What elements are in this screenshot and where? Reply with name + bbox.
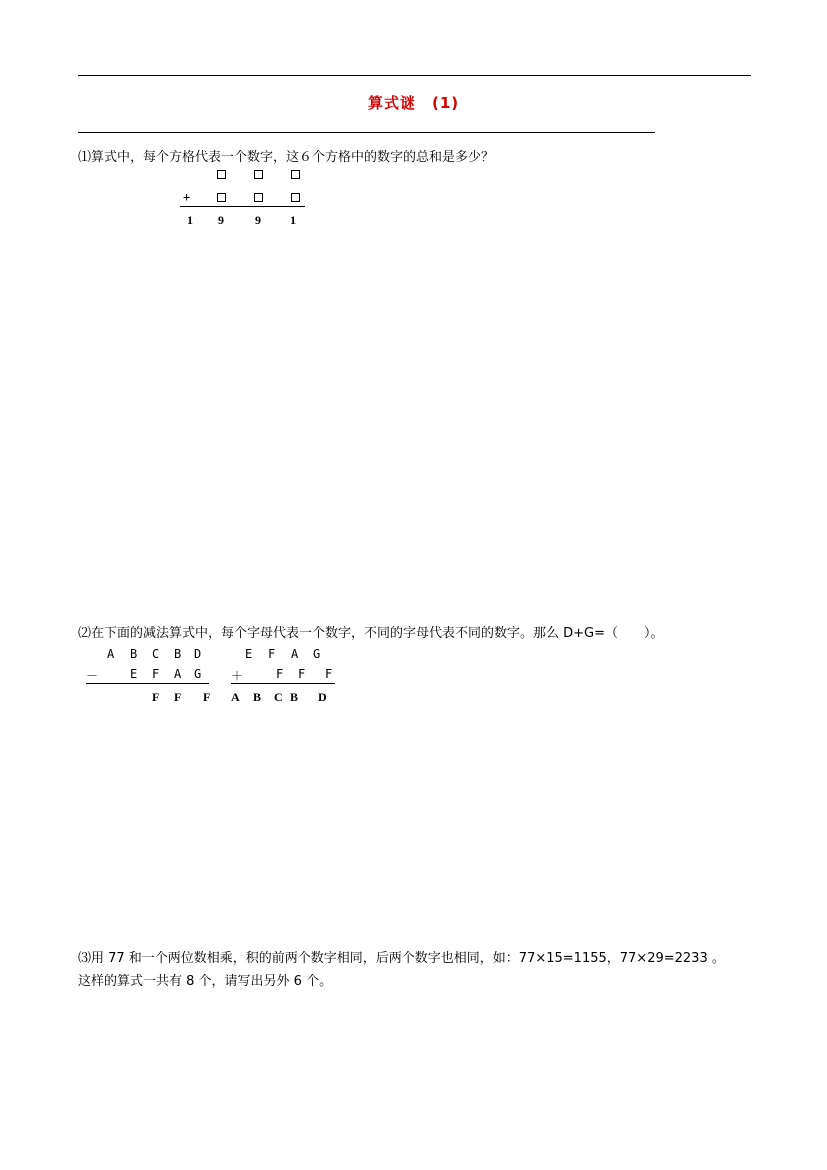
letter: E <box>245 647 253 661</box>
letter: A <box>107 647 115 661</box>
result-letter: F <box>152 690 160 704</box>
digit-box <box>291 193 300 202</box>
result-letter: D <box>318 690 327 704</box>
result-letter: F <box>174 690 182 704</box>
result-digit: 9 <box>255 213 261 227</box>
letter: D <box>194 647 202 661</box>
digit-box <box>291 170 300 179</box>
letter: F <box>152 667 160 681</box>
question-1-text: ⑴算式中，每个方格代表一个数字，这６个方格中的数字的总和是多少？ <box>78 150 495 165</box>
title-rule <box>78 132 655 133</box>
result-digit: 1 <box>290 213 296 227</box>
digit-box <box>254 170 263 179</box>
minus-sign: － <box>86 669 99 683</box>
result-letter: B <box>253 690 262 704</box>
letter: F <box>276 667 284 681</box>
letter: F <box>298 667 306 681</box>
digit-box <box>217 170 226 179</box>
page-title: 算式谜 (1) <box>368 94 460 112</box>
letter: C <box>152 647 160 661</box>
result-digit: 1 <box>187 213 193 227</box>
letter: A <box>174 667 182 681</box>
difference-line <box>86 683 209 684</box>
result-letter: C <box>274 690 283 704</box>
letter: F <box>325 667 333 681</box>
plus-sign: + <box>183 190 191 204</box>
letter: G <box>313 647 321 661</box>
digit-box <box>254 193 263 202</box>
sum-line <box>180 206 305 207</box>
digit-box <box>217 193 226 202</box>
letter: A <box>291 647 299 661</box>
question-3-line-1: ⑶用 77 和一个两位数相乘，积的前两个数字相同，后两个数字也相同，如：77×15=1155，77×29=2233 。 <box>78 951 725 966</box>
header-rule <box>78 75 751 76</box>
result-letter: A <box>231 690 240 704</box>
question-3-line-2: 这样的算式一共有 8 个，请写出另外 6 个。 <box>78 974 333 989</box>
letter: B <box>130 647 138 661</box>
question-2-text: ⑵在下面的减法算式中，每个字母代表一个数字，不同的字母代表不同的数字。那么 D+G=（ ）。 <box>78 626 664 641</box>
letter: G <box>194 667 202 681</box>
result-letter: B <box>290 690 299 704</box>
letter: F <box>268 647 276 661</box>
sum-line <box>231 683 335 684</box>
letter: B <box>174 647 182 661</box>
plus-sign: ＋ <box>231 669 244 683</box>
result-letter: F <box>203 690 211 704</box>
result-digit: 9 <box>218 213 224 227</box>
letter: E <box>130 667 138 681</box>
